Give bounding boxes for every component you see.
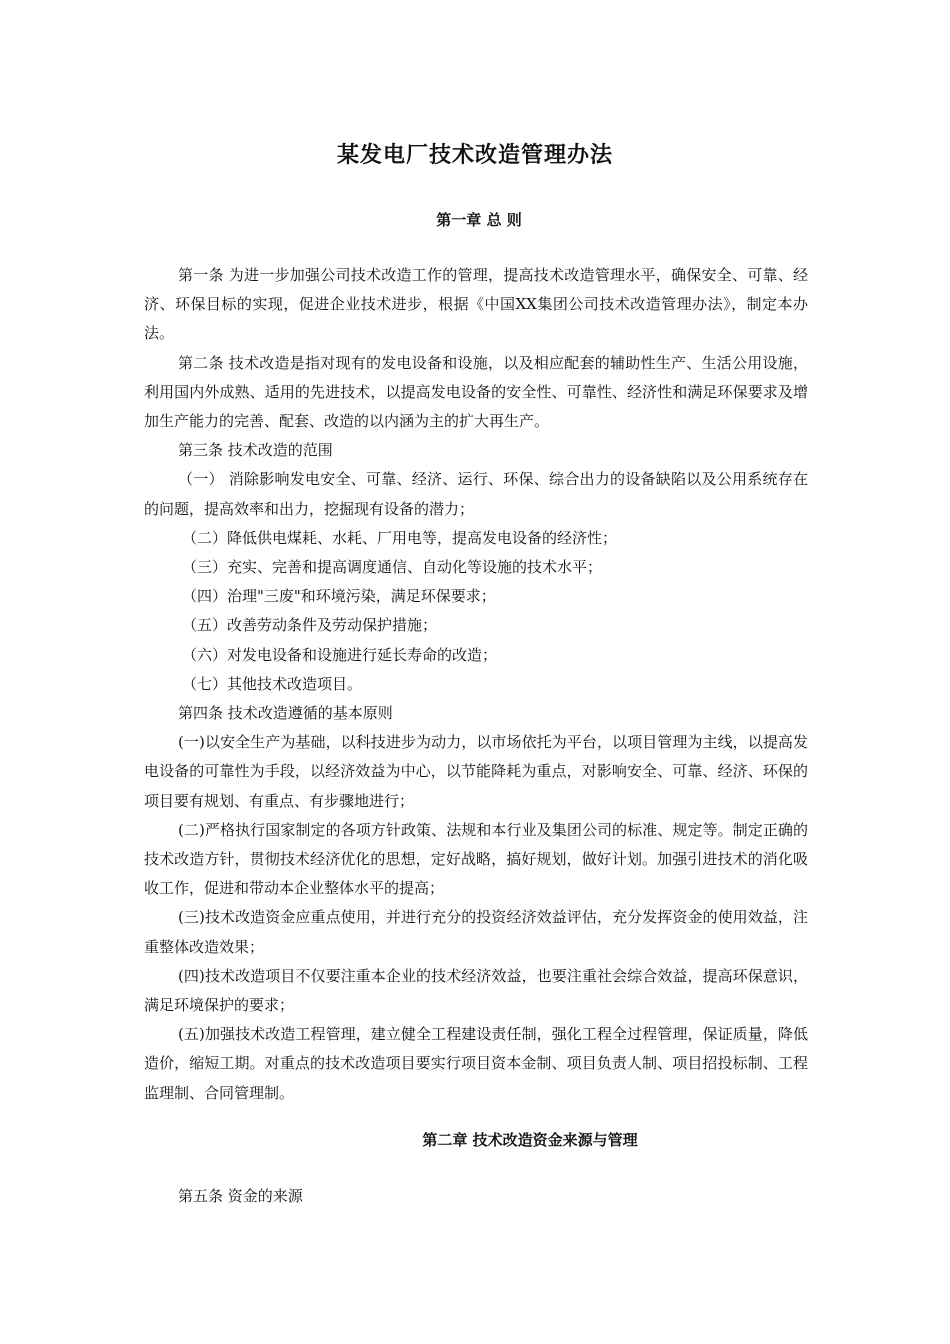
document-title: 某发电厂技术改造管理办法 [336,143,613,168]
scope-item-1: （一） 消除影响发电安全、可靠、经济、运行、环保、综合出力的设备缺陷以及公用系统存在的问题，提高效率和出力，挖掘现有设备的潜力； [144,470,808,518]
article-3-heading: 第三条 技术改造的范围 [178,441,333,460]
scope-item-2: （二）降低供电煤耗、水耗、厂用电等，提高发电设备的经济性； [182,528,618,547]
principle-item-3: (三)技术改造资金应重点使用，并进行充分的投资经济效益评估，充分发挥资金的使用效益，注重整体改造效果； [144,908,808,956]
principle-item-5: (五)加强技术改造工程管理，建立健全工程建设责任制，强化工程全过程管理，保证质量，降低造价，缩短工期。对重点的技术改造项目要实行项目资本金制、项目负责人制、项目招投标制、工程监理制、合同管理制。 [144,1025,808,1102]
article-5-heading: 第五条 资金的来源 [178,1187,303,1205]
chapter-1-body [144,261,808,1108]
scope-item-5: （五）改善劳动条件及劳动保护措施； [182,616,438,635]
chapter-1-heading: 第一章 总 则 [436,211,522,229]
principle-item-2: (二)严格执行国家制定的各项方针政策、法规和本行业及集团公司的标准、规定等。制定正确的技术改造方针，贯彻技术经济优化的思想，定好战略，搞好规划，做好计划。加强引进技术的消化吸收工作，促进和带动本企业整体水平的提高； [144,820,808,898]
principle-item-4: (四)技术改造项目不仅要注重本企业的技术经济效益，也要注重社会综合效益，提高环保意识，满足环境保护的要求； [144,966,808,1015]
scope-item-3: （三）充实、完善和提高调度通信、自动化等设施的技术水平； [182,558,603,577]
principle-item-1: (一)以安全生产为基础，以科技进步为动力，以市场依托为平台，以项目管理为主线，以提高发电设备的可靠性为手段，以经济效益为中心，以节能降耗为重点，对影响安全、可靠、经济、环保的项目要有规划、有重点、有步骤地进行； [144,733,808,810]
chapter-2-body [144,1182,808,1211]
scope-item-6: （六）对发电设备和设施进行延长寿命的改造； [182,645,498,664]
chapter-2-heading: 第二章 技术改造资金来源与管理 [422,1131,638,1149]
article-1: 第一条 为进一步加强公司技术改造工作的管理，提高技术改造管理水平，确保安全、可靠、经济、环保目标的实现，促进企业技术进步，根据《中国XX集团公司技术改造管理办法》，制定本办法。 [144,266,808,343]
article-2: 第二条 技术改造是指对现有的发电设备和设施，以及相应配套的辅助性生产、生活公用设施，利用国内外成熟、适用的先进技术，以提高发电设备的安全性、可靠性、经济性和满足环保要求及增加生产能力的完善、配套、改造的以内涵为主的扩大再生产。 [144,353,808,431]
scope-item-4: （四）治理"三废"和环境污染，满足环保要求； [182,587,496,606]
article-4-heading: 第四条 技术改造遵循的基本原则 [178,704,393,723]
scope-item-7: （七）其他技术改造项目。 [182,674,363,693]
